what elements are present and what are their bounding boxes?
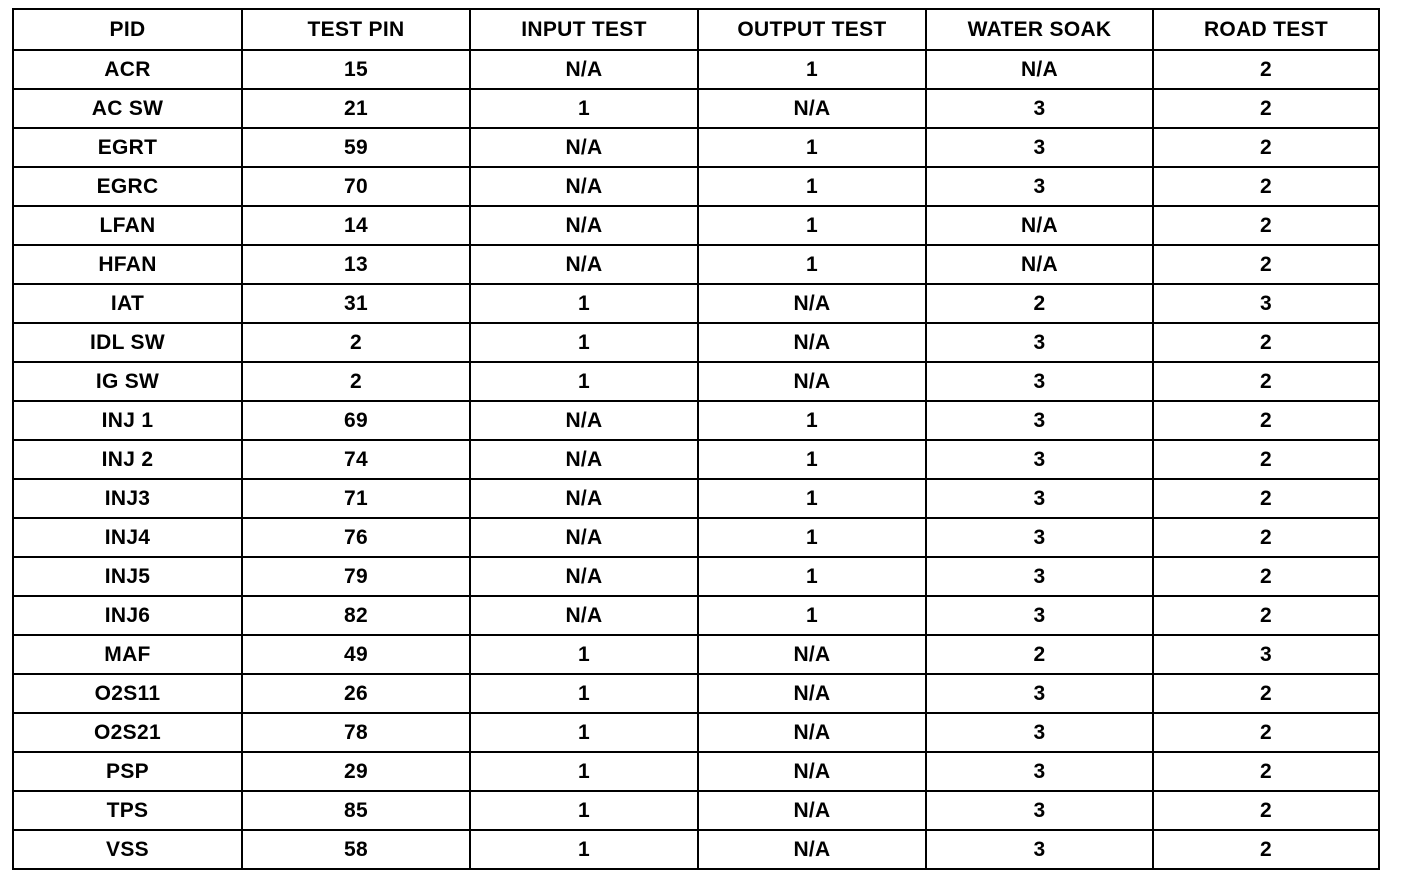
header-row bbox=[13, 9, 1379, 50]
table-row bbox=[13, 323, 1379, 362]
cell-input-test: 1 bbox=[470, 323, 698, 362]
cell-test-pin: 58 bbox=[242, 830, 470, 869]
table-row bbox=[13, 596, 1379, 635]
cell-test-pin: 82 bbox=[242, 596, 470, 635]
cell-input-test: 1 bbox=[470, 635, 698, 674]
table-row bbox=[13, 401, 1379, 440]
cell-road-test: 2 bbox=[1153, 362, 1379, 401]
cell-road-test: 2 bbox=[1153, 557, 1379, 596]
cell-road-test: 2 bbox=[1153, 830, 1379, 869]
cell-water-soak: 3 bbox=[926, 401, 1153, 440]
cell-water-soak: 3 bbox=[926, 674, 1153, 713]
cell-road-test: 3 bbox=[1153, 284, 1379, 323]
cell-road-test: 2 bbox=[1153, 674, 1379, 713]
cell-road-test: 2 bbox=[1153, 713, 1379, 752]
cell-test-pin: 2 bbox=[242, 362, 470, 401]
cell-pid: INJ3 bbox=[13, 479, 242, 518]
cell-pid: AC SW bbox=[13, 89, 242, 128]
cell-input-test: 1 bbox=[470, 284, 698, 323]
cell-input-test: 1 bbox=[470, 362, 698, 401]
cell-test-pin: 70 bbox=[242, 167, 470, 206]
cell-road-test: 2 bbox=[1153, 89, 1379, 128]
header-pid: PID bbox=[13, 9, 242, 50]
cell-test-pin: 78 bbox=[242, 713, 470, 752]
header-water-soak: WATER SOAK bbox=[926, 9, 1153, 50]
cell-output-test: 1 bbox=[698, 479, 926, 518]
cell-input-test: 1 bbox=[470, 752, 698, 791]
cell-input-test: N/A bbox=[470, 518, 698, 557]
cell-output-test: N/A bbox=[698, 284, 926, 323]
table-row bbox=[13, 752, 1379, 791]
table-row bbox=[13, 245, 1379, 284]
cell-input-test: 1 bbox=[470, 674, 698, 713]
cell-output-test: 1 bbox=[698, 245, 926, 284]
cell-test-pin: 31 bbox=[242, 284, 470, 323]
cell-input-test: N/A bbox=[470, 440, 698, 479]
table-row bbox=[13, 674, 1379, 713]
cell-road-test: 2 bbox=[1153, 440, 1379, 479]
header-test-pin: TEST PIN bbox=[242, 9, 470, 50]
cell-pid: PSP bbox=[13, 752, 242, 791]
cell-water-soak: N/A bbox=[926, 245, 1153, 284]
cell-output-test: 1 bbox=[698, 167, 926, 206]
cell-input-test: N/A bbox=[470, 557, 698, 596]
cell-road-test: 2 bbox=[1153, 791, 1379, 830]
table-row bbox=[13, 518, 1379, 557]
cell-pid: TPS bbox=[13, 791, 242, 830]
cell-pid: O2S11 bbox=[13, 674, 242, 713]
cell-output-test: 1 bbox=[698, 50, 926, 89]
cell-road-test: 2 bbox=[1153, 128, 1379, 167]
cell-test-pin: 71 bbox=[242, 479, 470, 518]
table-row bbox=[13, 791, 1379, 830]
cell-water-soak: 3 bbox=[926, 557, 1153, 596]
cell-road-test: 2 bbox=[1153, 50, 1379, 89]
header-road-test: ROAD TEST bbox=[1153, 9, 1379, 50]
cell-road-test: 2 bbox=[1153, 518, 1379, 557]
cell-water-soak: 3 bbox=[926, 830, 1153, 869]
table-row bbox=[13, 440, 1379, 479]
cell-output-test: 1 bbox=[698, 557, 926, 596]
cell-output-test: N/A bbox=[698, 89, 926, 128]
table-row bbox=[13, 89, 1379, 128]
cell-pid: IG SW bbox=[13, 362, 242, 401]
cell-pid: INJ6 bbox=[13, 596, 242, 635]
table-row bbox=[13, 128, 1379, 167]
cell-pid: INJ 1 bbox=[13, 401, 242, 440]
table-row bbox=[13, 557, 1379, 596]
cell-output-test: 1 bbox=[698, 596, 926, 635]
cell-pid: LFAN bbox=[13, 206, 242, 245]
cell-output-test: 1 bbox=[698, 401, 926, 440]
cell-road-test: 2 bbox=[1153, 206, 1379, 245]
header-input-test: INPUT TEST bbox=[470, 9, 698, 50]
cell-test-pin: 79 bbox=[242, 557, 470, 596]
cell-pid: IAT bbox=[13, 284, 242, 323]
cell-pid: ACR bbox=[13, 50, 242, 89]
cell-water-soak: 3 bbox=[926, 752, 1153, 791]
table-row bbox=[13, 830, 1379, 869]
cell-water-soak: N/A bbox=[926, 50, 1153, 89]
cell-road-test: 2 bbox=[1153, 167, 1379, 206]
cell-input-test: N/A bbox=[470, 167, 698, 206]
cell-test-pin: 29 bbox=[242, 752, 470, 791]
cell-pid: IDL SW bbox=[13, 323, 242, 362]
cell-road-test: 2 bbox=[1153, 245, 1379, 284]
table-row bbox=[13, 362, 1379, 401]
cell-water-soak: 3 bbox=[926, 791, 1153, 830]
table-row bbox=[13, 635, 1379, 674]
cell-water-soak: 2 bbox=[926, 284, 1153, 323]
cell-water-soak: 3 bbox=[926, 440, 1153, 479]
cell-test-pin: 26 bbox=[242, 674, 470, 713]
cell-input-test: N/A bbox=[470, 128, 698, 167]
cell-input-test: N/A bbox=[470, 245, 698, 284]
cell-test-pin: 2 bbox=[242, 323, 470, 362]
cell-road-test: 3 bbox=[1153, 635, 1379, 674]
cell-input-test: N/A bbox=[470, 50, 698, 89]
cell-test-pin: 69 bbox=[242, 401, 470, 440]
cell-input-test: 1 bbox=[470, 830, 698, 869]
cell-output-test: N/A bbox=[698, 713, 926, 752]
header-output-test: OUTPUT TEST bbox=[698, 9, 926, 50]
cell-pid: EGRT bbox=[13, 128, 242, 167]
cell-input-test: N/A bbox=[470, 401, 698, 440]
cell-test-pin: 59 bbox=[242, 128, 470, 167]
cell-road-test: 2 bbox=[1153, 323, 1379, 362]
cell-test-pin: 13 bbox=[242, 245, 470, 284]
cell-input-test: N/A bbox=[470, 206, 698, 245]
cell-test-pin: 76 bbox=[242, 518, 470, 557]
cell-water-soak: 3 bbox=[926, 518, 1153, 557]
cell-pid: INJ4 bbox=[13, 518, 242, 557]
cell-water-soak: 3 bbox=[926, 362, 1153, 401]
cell-test-pin: 21 bbox=[242, 89, 470, 128]
cell-test-pin: 85 bbox=[242, 791, 470, 830]
cell-water-soak: 3 bbox=[926, 128, 1153, 167]
cell-test-pin: 15 bbox=[242, 50, 470, 89]
table-body bbox=[13, 50, 1379, 869]
pid-test-table bbox=[12, 8, 1380, 870]
cell-pid: INJ 2 bbox=[13, 440, 242, 479]
cell-road-test: 2 bbox=[1153, 479, 1379, 518]
cell-road-test: 2 bbox=[1153, 596, 1379, 635]
cell-pid: EGRC bbox=[13, 167, 242, 206]
cell-output-test: 1 bbox=[698, 440, 926, 479]
cell-pid: VSS bbox=[13, 830, 242, 869]
cell-output-test: N/A bbox=[698, 362, 926, 401]
table-row bbox=[13, 284, 1379, 323]
table-row bbox=[13, 713, 1379, 752]
table-header bbox=[13, 9, 1379, 50]
cell-output-test: 1 bbox=[698, 518, 926, 557]
cell-pid: INJ5 bbox=[13, 557, 242, 596]
table-row bbox=[13, 167, 1379, 206]
cell-output-test: N/A bbox=[698, 635, 926, 674]
cell-pid: MAF bbox=[13, 635, 242, 674]
cell-water-soak: 3 bbox=[926, 596, 1153, 635]
cell-input-test: 1 bbox=[470, 713, 698, 752]
cell-water-soak: N/A bbox=[926, 206, 1153, 245]
table-row bbox=[13, 206, 1379, 245]
cell-water-soak: 2 bbox=[926, 635, 1153, 674]
cell-input-test: 1 bbox=[470, 89, 698, 128]
cell-output-test: N/A bbox=[698, 830, 926, 869]
cell-road-test: 2 bbox=[1153, 752, 1379, 791]
cell-output-test: N/A bbox=[698, 791, 926, 830]
cell-test-pin: 49 bbox=[242, 635, 470, 674]
cell-input-test: N/A bbox=[470, 596, 698, 635]
cell-water-soak: 3 bbox=[926, 713, 1153, 752]
cell-test-pin: 14 bbox=[242, 206, 470, 245]
cell-output-test: N/A bbox=[698, 323, 926, 362]
cell-pid: HFAN bbox=[13, 245, 242, 284]
cell-test-pin: 74 bbox=[242, 440, 470, 479]
cell-input-test: 1 bbox=[470, 791, 698, 830]
table-row bbox=[13, 479, 1379, 518]
cell-water-soak: 3 bbox=[926, 323, 1153, 362]
cell-water-soak: 3 bbox=[926, 479, 1153, 518]
cell-input-test: N/A bbox=[470, 479, 698, 518]
cell-output-test: 1 bbox=[698, 206, 926, 245]
cell-output-test: 1 bbox=[698, 128, 926, 167]
cell-water-soak: 3 bbox=[926, 89, 1153, 128]
table-row bbox=[13, 50, 1379, 89]
cell-pid: O2S21 bbox=[13, 713, 242, 752]
cell-output-test: N/A bbox=[698, 752, 926, 791]
cell-road-test: 2 bbox=[1153, 401, 1379, 440]
cell-output-test: N/A bbox=[698, 674, 926, 713]
cell-water-soak: 3 bbox=[926, 167, 1153, 206]
